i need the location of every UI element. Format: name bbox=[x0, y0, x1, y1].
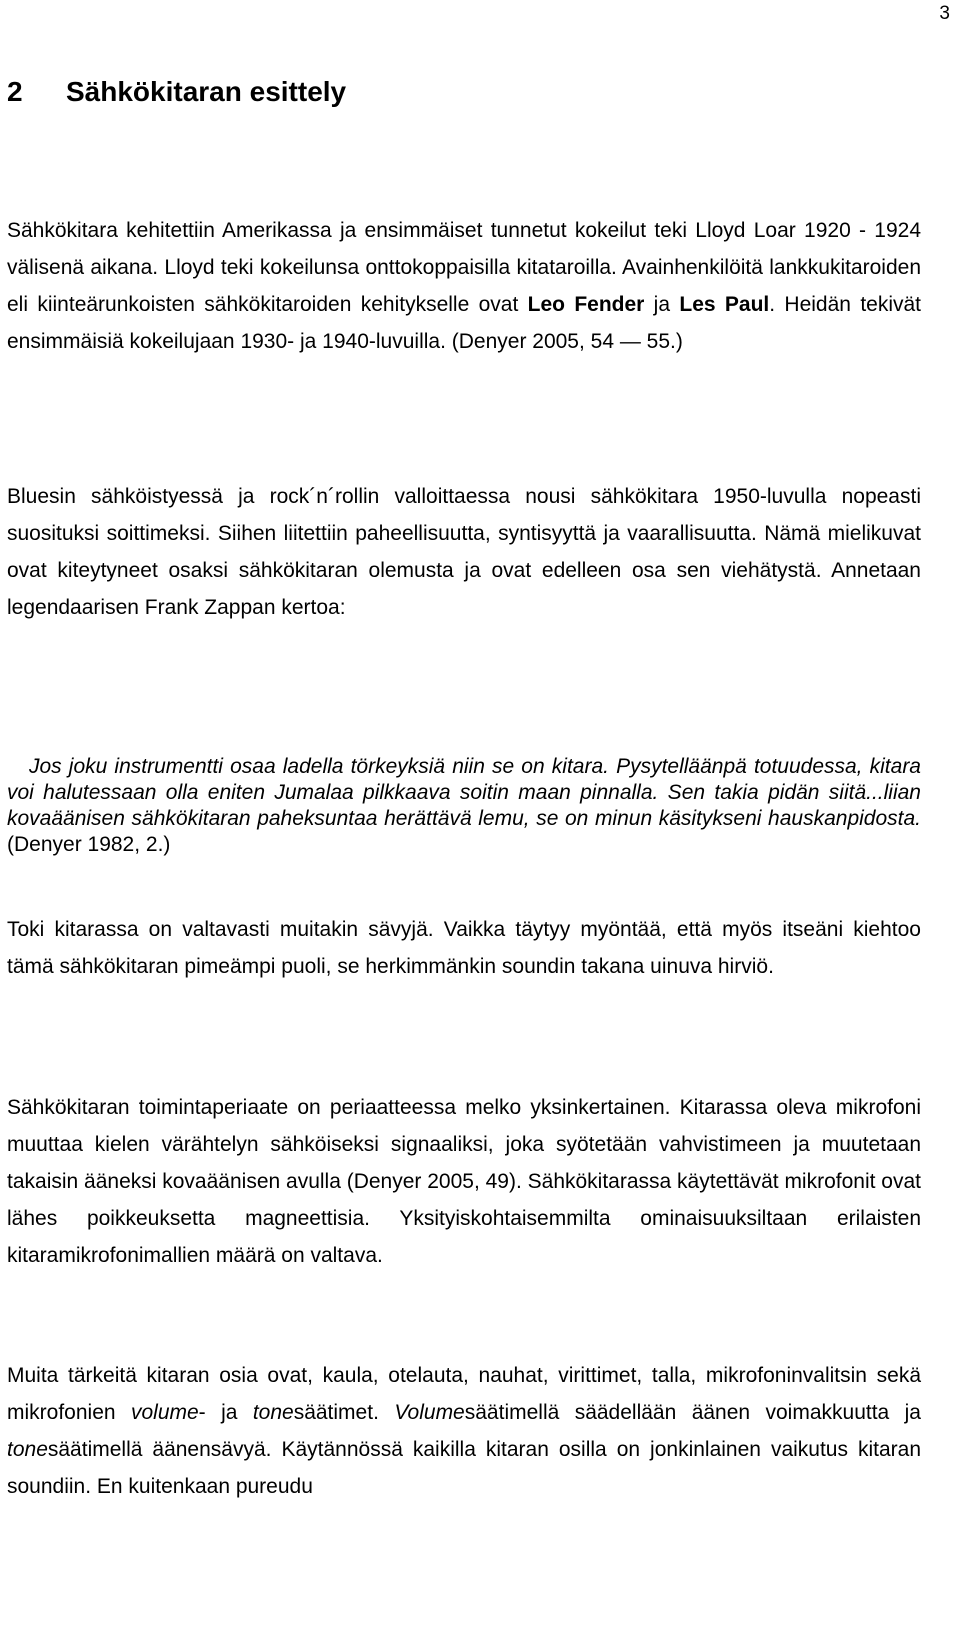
chapter-title: Sähkökitaran esittely bbox=[66, 76, 347, 107]
text-run: säätimellä säädellään äänen voimakkuutta ja bbox=[464, 1401, 921, 1424]
paragraph-parts bbox=[7, 1357, 921, 1505]
name-leo-fender: Leo Fender bbox=[527, 293, 645, 316]
paragraph-blues: Bluesin sähköistyessä ja rock´n´rollin valloittaessa nousi sähkökitara 1950-luvulla nopeasti suosituksi soittimeksi. Siihen liitettiin paheellisuutta, syntisyyttä ja vaarallisuutta. Nämä mielikuvat ovat kiteytyneet osaksi sähkökitaran olemusta ja ovat edelleen osa sen viehätystä. Annetaan legendaarisen Frank Zappan kertoa: bbox=[7, 485, 921, 619]
name-les-paul: Les Paul bbox=[679, 293, 770, 316]
term-tone: tone bbox=[252, 1401, 294, 1424]
text-run: Muita tärkeitä kitaran osia ovat, kaula, otelauta, nauhat, virittimet, talla, mikrofoninvalitsin sekä mikrofonien bbox=[7, 1364, 921, 1424]
term-volume: Volume bbox=[394, 1401, 465, 1424]
text-run: Sähkökitara kehitettiin Amerikassa ja ensimmäiset tunnetut kokeilut teki Lloyd Loar 1920 - 1924 välisenä aikana. Lloyd teki kokeilunsa onttokoppaisilla kitataroilla. Avainhenkilöitä lankkukitaroiden eli kiinteärunkoisten sähkökitaroiden kehitykselle ovat bbox=[7, 219, 921, 316]
chapter-heading bbox=[7, 72, 346, 112]
term-volume: volume bbox=[130, 1401, 199, 1424]
quote-citation: (Denyer 1982, 2.) bbox=[7, 833, 171, 856]
paragraph-history bbox=[7, 212, 921, 360]
quote-zappa bbox=[7, 754, 921, 858]
paragraph-principle: Sähkökitaran toimintaperiaate on periaatteessa melko yksinkertainen. Kitarassa oleva mikrofoni muuttaa kielen värähtelyn sähköiseksi signaaliksi, joka syötetään vahvistimeen ja muutetaan takaisin ääneksi kovaäänisen avulla (Denyer 2005, 49). Sähkökitarassa käytettävät mikrofonit ovat lähes poikkeuksetta magneettisia. Yksityiskohtaisemmilta ominaisuuksiltaan erilaisten kitaramikrofonimallien määrä on valtava. bbox=[7, 1096, 921, 1267]
chapter-number: 2 bbox=[7, 76, 23, 107]
text-run: . Heidän tekivät ensimmäisiä kokeilujaan 1930- ja 1940-luvuilla. (Denyer 2005, 54 — 55.) bbox=[7, 293, 922, 353]
text-run: ja bbox=[644, 293, 680, 316]
text-run: säätimet. bbox=[293, 1401, 395, 1424]
page-number: 3 bbox=[939, 3, 950, 24]
quote-text: Jos joku instrumentti osaa ladella törkeyksiä niin se on kitara. Pysytelläänpä totuudessa, kitara voi halutessaan olla eniten Jumalaa pilkkaava soitin maan pinnalla. Sen takia pidän siitä...liian kovaäänisen sähkökitaran paheksuntaa herättävä lemu, se on minun käsitykseni hauskanpidosta. bbox=[7, 755, 921, 830]
text-run: säätimellä äänensävyä. Käytännössä kaikilla kitaran osilla on jonkinlainen vaikutus kitaran soundiin. En kuitenkaan pureudu bbox=[7, 1438, 921, 1498]
paragraph-tones: Toki kitarassa on valtavasti muitakin sävyjä. Vaikka täytyy myöntää, että myös itseäni kiehtoo tämä sähkökitaran pimeämpi puoli, se herkimmänkin soundin takana uinuva hirviö. bbox=[7, 918, 921, 978]
text-run: - ja bbox=[198, 1401, 253, 1424]
term-tone: tone bbox=[7, 1438, 48, 1461]
